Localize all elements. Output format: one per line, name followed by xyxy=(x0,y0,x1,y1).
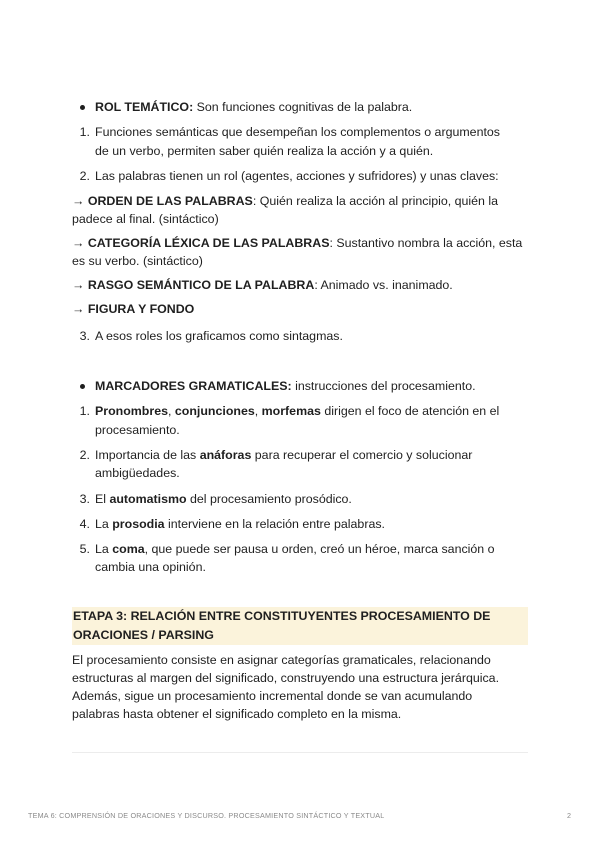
list-item-text: cambia una opinión. xyxy=(95,560,206,574)
paragraph-line: El procesamiento consiste en asignar categorías gramaticales, relacionando xyxy=(72,653,491,667)
divider xyxy=(72,752,528,753)
bullet-icon xyxy=(80,105,85,110)
arrow-item-continuation: es su verbo. (sintáctico) xyxy=(72,254,203,268)
list-item-text: Las palabras tienen un rol (agentes, acciones y sufridores) y unas claves: xyxy=(95,169,499,183)
arrow-item: → ORDEN DE LAS PALABRAS: Quién realiza la acción al principio, quién la xyxy=(72,194,499,208)
arrow-item-continuation: padece al final. (sintáctico) xyxy=(72,212,219,226)
list-number: 3. xyxy=(79,492,90,506)
rol-tematico-heading: ROL TEMÁTICO: Son funciones cognitivas de la palabra. xyxy=(95,100,413,114)
list-item-text: de un verbo, permiten saber quién realiza la acción y a quién. xyxy=(95,144,434,158)
marcadores-heading: MARCADORES GRAMATICALES: instrucciones del procesamiento. xyxy=(95,379,476,393)
list-item-text: Pronombres, conjunciones, morfemas dirigen el foco de atención en el xyxy=(95,404,500,418)
paragraph-line: palabras hasta obtener el significado completo en la misma. xyxy=(72,707,402,721)
section-heading: ORACIONES / PARSING xyxy=(73,628,214,642)
list-number: 2. xyxy=(79,448,90,462)
arrow-item: → RASGO SEMÁNTICO DE LA PALABRA: Animado vs. inanimado. xyxy=(72,278,453,292)
list-item-text: Importancia de las anáforas para recuperar el comercio y solucionar xyxy=(95,448,473,462)
arrow-item: → CATEGORÍA LÉXICA DE LAS PALABRAS: Sustantivo nombra la acción, esta xyxy=(72,236,523,250)
arrow-item: → FIGURA Y FONDO xyxy=(72,302,195,316)
page-number: 2 xyxy=(567,811,572,820)
footer-title: TEMA 6: COMPRENSIÓN DE ORACIONES Y DISCURSO. PROCESAMIENTO SINTÁCTICO Y TEXTUAL xyxy=(28,811,385,820)
list-number: 5. xyxy=(79,542,90,556)
list-item-text: A esos roles los graficamos como sintagmas. xyxy=(95,329,343,343)
list-number: 4. xyxy=(79,517,90,531)
list-number: 3. xyxy=(79,329,90,343)
list-number: 1. xyxy=(79,404,90,418)
section-heading: ETAPA 3: RELACIÓN ENTRE CONSTITUYENTES PROCESAMIENTO DE xyxy=(73,609,491,623)
list-item-text: procesamiento. xyxy=(95,423,180,437)
list-item-text: La prosodia interviene en la relación entre palabras. xyxy=(95,517,385,531)
list-item-text: ambigüedades. xyxy=(95,466,180,480)
paragraph-line: Además, sigue un procesamiento incremental donde se van acumulando xyxy=(72,689,473,703)
bullet-icon xyxy=(80,384,85,389)
list-item-text: La coma, que puede ser pausa u orden, creó un héroe, marca sanción o xyxy=(95,542,495,556)
list-number: 1. xyxy=(79,125,90,139)
paragraph-line: estructuras al margen del significado, construyendo una estructura jerárquica. xyxy=(72,671,500,685)
list-item-text: Funciones semánticas que desempeñan los complementos o argumentos xyxy=(95,125,500,139)
list-number: 2. xyxy=(79,169,90,183)
list-item-text: El automatismo del procesamiento prosódico. xyxy=(95,492,352,506)
